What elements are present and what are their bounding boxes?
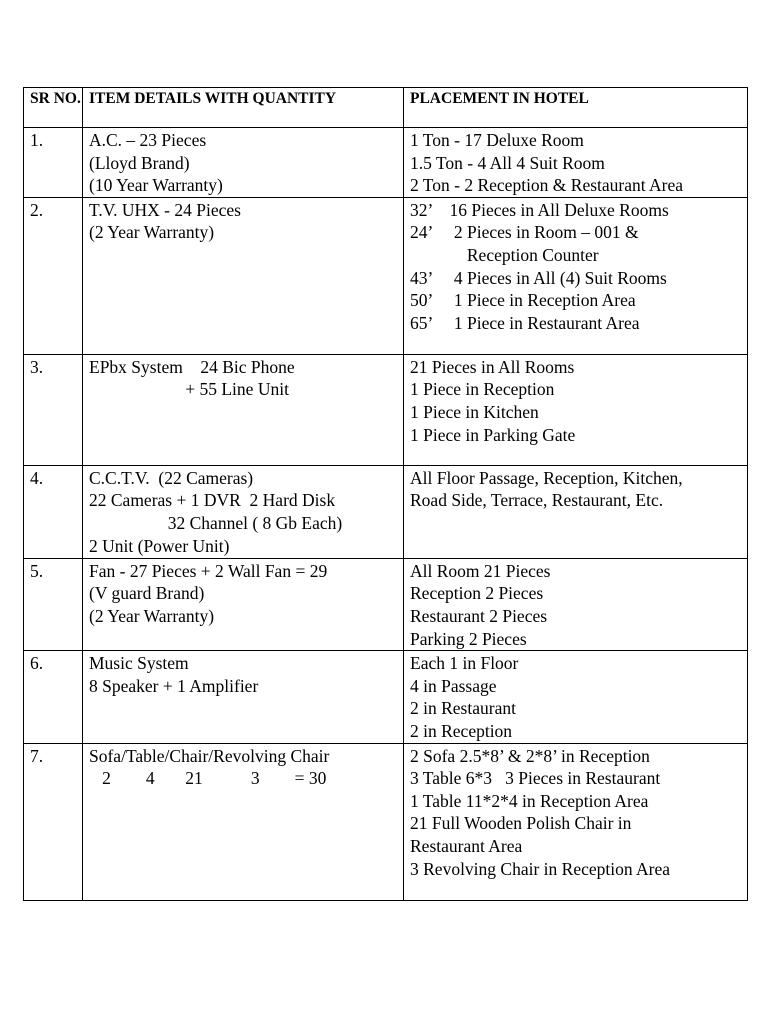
item-line: + 55 Line Unit: [89, 379, 289, 400]
item-cell: [83, 354, 404, 465]
placement-line: 2 in Reception: [410, 720, 513, 741]
placement-line: 1 Table 11*2*4 in Reception Area: [410, 790, 649, 811]
placement-line: Reception Counter: [410, 244, 599, 265]
sr-cell: 4.: [24, 465, 83, 558]
item-cell: [83, 651, 404, 743]
placement-cell: [404, 558, 748, 650]
item-line: (2 Year Warranty): [89, 222, 215, 243]
placement-line: 21 Full Wooden Polish Chair in: [410, 813, 632, 834]
table-row: [24, 465, 748, 558]
placement-line: 1 Piece in Kitchen: [410, 401, 539, 422]
placement-line: 2 in Restaurant: [410, 698, 516, 719]
placement-line: 65’ 1 Piece in Restaurant Area: [410, 312, 640, 333]
item-line: (10 Year Warranty): [89, 175, 223, 196]
item-line: T.V. UHX - 24 Pieces: [89, 199, 241, 220]
placement-cell: [404, 128, 748, 198]
item-line: (2 Year Warranty): [89, 605, 215, 626]
placement-line: 1 Ton - 17 Deluxe Room: [410, 130, 584, 150]
placement-line: 2 Ton - 2 Reception & Restaurant Area: [410, 175, 684, 196]
table-header-row: [24, 88, 748, 128]
item-line: Music System: [89, 653, 189, 674]
placement-line: 1 Piece in Parking Gate: [410, 424, 576, 445]
placement-line: Road Side, Terrace, Restaurant, Etc.: [410, 490, 664, 511]
table-row: [24, 558, 748, 650]
placement-line: 3 Revolving Chair in Reception Area: [410, 858, 671, 879]
table-row: [24, 197, 748, 354]
item-line: 2 Unit (Power Unit): [89, 535, 230, 556]
placement-cell: [404, 354, 748, 465]
table-row: [24, 651, 748, 743]
sr-cell: 2.: [24, 197, 83, 354]
header-placement: PLACEMENT IN HOTEL: [404, 88, 748, 128]
header-sr-no: SR NO.: [24, 88, 83, 128]
item-cell: [83, 743, 404, 900]
item-line: A.C. – 23 Pieces: [89, 130, 207, 150]
sr-cell: 3.: [24, 354, 83, 465]
item-line: 22 Cameras + 1 DVR 2 Hard Disk: [89, 490, 336, 511]
placement-line: 32’ 16 Pieces in All Deluxe Rooms: [410, 199, 669, 220]
item-line: C.C.T.V. (22 Cameras): [89, 467, 254, 488]
item-line: (V guard Brand): [89, 583, 205, 604]
item-line: 8 Speaker + 1 Amplifier: [89, 675, 259, 696]
sr-cell: 1.: [24, 128, 83, 198]
placement-line: Restaurant Area: [410, 835, 523, 856]
placement-line: 1 Piece in Reception: [410, 379, 555, 400]
placement-line: 43’ 4 Pieces in All (4) Suit Rooms: [410, 267, 667, 288]
placement-line: 2 Sofa 2.5*8’ & 2*8’ in Reception: [410, 745, 650, 766]
placement-cell: [404, 465, 748, 558]
sr-cell: 7.: [24, 743, 83, 900]
placement-line: Reception 2 Pieces: [410, 583, 544, 604]
placement-line: All Room 21 Pieces: [410, 560, 551, 581]
placement-cell: [404, 651, 748, 743]
placement-line: 4 in Passage: [410, 675, 497, 696]
placement-line: 21 Pieces in All Rooms: [410, 356, 575, 377]
header-item-details: ITEM DETAILS WITH QUANTITY: [83, 88, 404, 128]
placement-line: 3 Table 6*3 3 Pieces in Restaurant: [410, 768, 661, 789]
item-line: 32 Channel ( 8 Gb Each): [89, 512, 343, 533]
item-line: Fan - 27 Pieces + 2 Wall Fan = 29: [89, 560, 328, 581]
item-line: EPbx System 24 Bic Phone: [89, 356, 295, 377]
placement-line: All Floor Passage, Reception, Kitchen,: [410, 467, 683, 488]
item-cell: [83, 197, 404, 354]
hotel-items-table: [23, 87, 748, 901]
placement-line: 24’ 2 Pieces in Room – 001 &: [410, 222, 639, 243]
sr-cell: 5.: [24, 558, 83, 650]
placement-line: Restaurant 2 Pieces: [410, 605, 548, 626]
item-cell: [83, 465, 404, 558]
item-line: 2 4 21 3 = 30: [89, 768, 327, 789]
table-row: [24, 128, 748, 198]
table-row: [24, 743, 748, 900]
placement-line: 50’ 1 Piece in Reception Area: [410, 290, 636, 311]
placement-line: Parking 2 Pieces: [410, 628, 527, 649]
placement-line: Each 1 in Floor: [410, 653, 519, 674]
item-line: (Lloyd Brand): [89, 152, 190, 173]
placement-cell: [404, 197, 748, 354]
sr-cell: 6.: [24, 651, 83, 743]
item-cell: [83, 558, 404, 650]
item-cell: [83, 128, 404, 198]
placement-line: 1.5 Ton - 4 All 4 Suit Room: [410, 152, 605, 173]
placement-cell: [404, 743, 748, 900]
table-row: [24, 354, 748, 465]
item-line: Sofa/Table/Chair/Revolving Chair: [89, 745, 330, 766]
